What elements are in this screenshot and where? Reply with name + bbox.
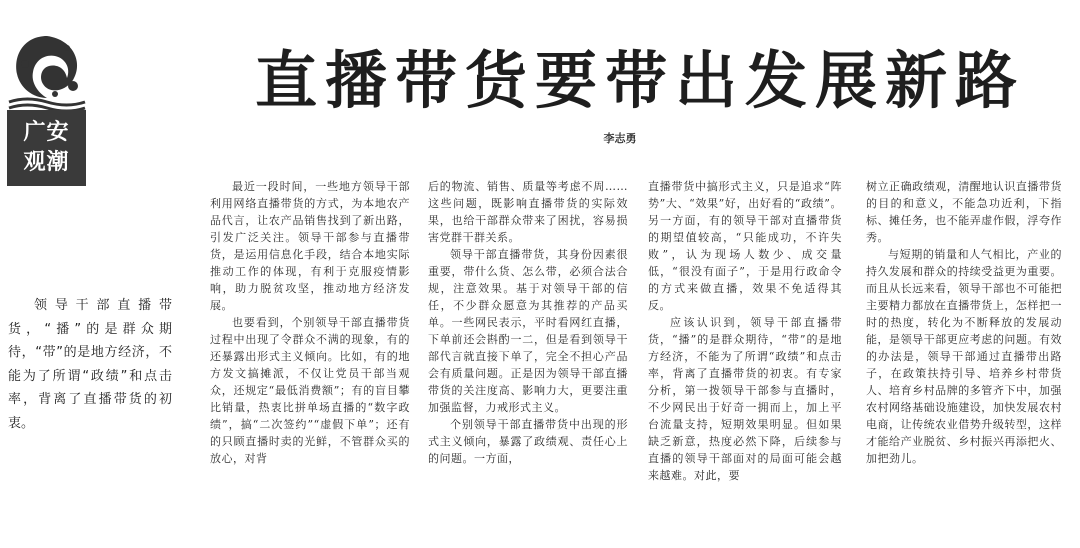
paragraph: 应该认识到，领导干部直播带货，“播”的是群众期待，“带”的是地方经济，不能为了所谓“政绩”和点击率，背离了直播带货的初衷。有专家分析，第一拨领导干部参与直播时，不少网民出于好奇一拥而上，加上平台流量支持，短期效果明显。但如果缺乏新意，热度必然下降，后续参与直播的领导干部面对的局面可能会越来越难。对此，要 [648, 316, 842, 482]
paragraph: 个别领导干部直播带货中出现的形式主义倾向，暴露了政绩观、责任心上的问题。一方面， [428, 418, 628, 465]
paragraph: 也要看到，个别领导干部直播带货过程中出现了令群众不满的现象，有的还暴露出形式主义倾向。比如，有的地方发文搞摊派，不仅让党员干部当观众，还规定“最低消费额”；有的盲目攀比销量，热衷比拼单场直播的“数字政绩”，搞“二次签约”“虚假下单”；还有的只顾直播时卖的光鲜，不管群众买的放心，对背 [210, 316, 410, 465]
pull-quote: 领导干部直播带货，“播”的是群众期待，“带”的是地方经济，不能为了所谓“政绩”和点击率，背离了直播带货的初衷。 [8, 298, 172, 431]
paragraph: 最近一段时间，一些地方领导干部利用网络直播带货的方式，为本地农产品代言，让农产品销售找到了新出路，引发广泛关注。领导干部参与直播带货，是运用信息化手段，结合本地实际推动工作的体现，有利于克服疫情影响，助力脱贫攻坚，推动地方经济发展。 [210, 180, 410, 312]
page-title: 直播带货要带出发展新路 [254, 44, 1025, 117]
wave-logo-icon [7, 28, 87, 112]
paragraph: 树立正确政绩观，清醒地认识直播带货的目的和意义，不能急功近利，下指标、摊任务，也不能弄虚作假，浮夸作秀。 [866, 180, 1062, 244]
article-column-4 [866, 178, 1062, 498]
paragraph: 直播带货中搞形式主义，只是追求“阵势”大、“效果”好，出好看的“政绩”。另一方面，有的领导干部对直播带货的期望值较高，“只能成功，不许失败”，认为现场人数少、成交量低，“很没有面子”，于是用行政命令的方式来做直播，效果不免适得其反。 [648, 180, 842, 312]
author-byline: 李志勇 [603, 132, 637, 145]
article-column-1 [210, 178, 410, 498]
paragraph: 领导干部直播带货，其身份因素很重要，带什么货、怎么带，必须合法合规，注意效果。基于对领导干部的信任，不少群众愿意为其推荐的产品买单。一些网民表示，平时看网红直播，下单前还会斟酌一二，但是看到领导干部代言就直接下单了，完全不担心产品会有质量问题。正是因为领导干部直播带货的关注度高、影响力大，更要注重加强监督，力戒形式主义。 [428, 248, 628, 414]
paragraph: 与短期的销量和人气相比，产业的持久发展和群众的持续受益更为重要。而且从长远来看，领导干部也不可能把主要精力都放在直播带货上，怎样把一时的热度，转化为不断释放的发展动能，是领导干部更应考虑的问题。有效的办法是，领导干部通过直播带出路子，在政策扶持引导、培养乡村带货人、培育乡村品牌的多管齐下中，加强农村网络基础设施建设，加快发展农村电商，让传统农业借势升级转型，这样才能给产业脱贫、乡村振兴再添把火、加把劲儿。 [866, 248, 1062, 465]
column-badge-line2: 观潮 [23, 150, 70, 175]
article-column-3 [648, 178, 842, 498]
article-column-2 [428, 178, 628, 498]
paragraph: 后的物流、销售、质量等考虑不周……这些问题，既影响直播带货的实际效果，也给干部群众带来了困扰，容易损害党群干群关系。 [428, 180, 628, 244]
column-badge-line1: 广安 [23, 120, 70, 145]
column-badge [7, 110, 86, 186]
